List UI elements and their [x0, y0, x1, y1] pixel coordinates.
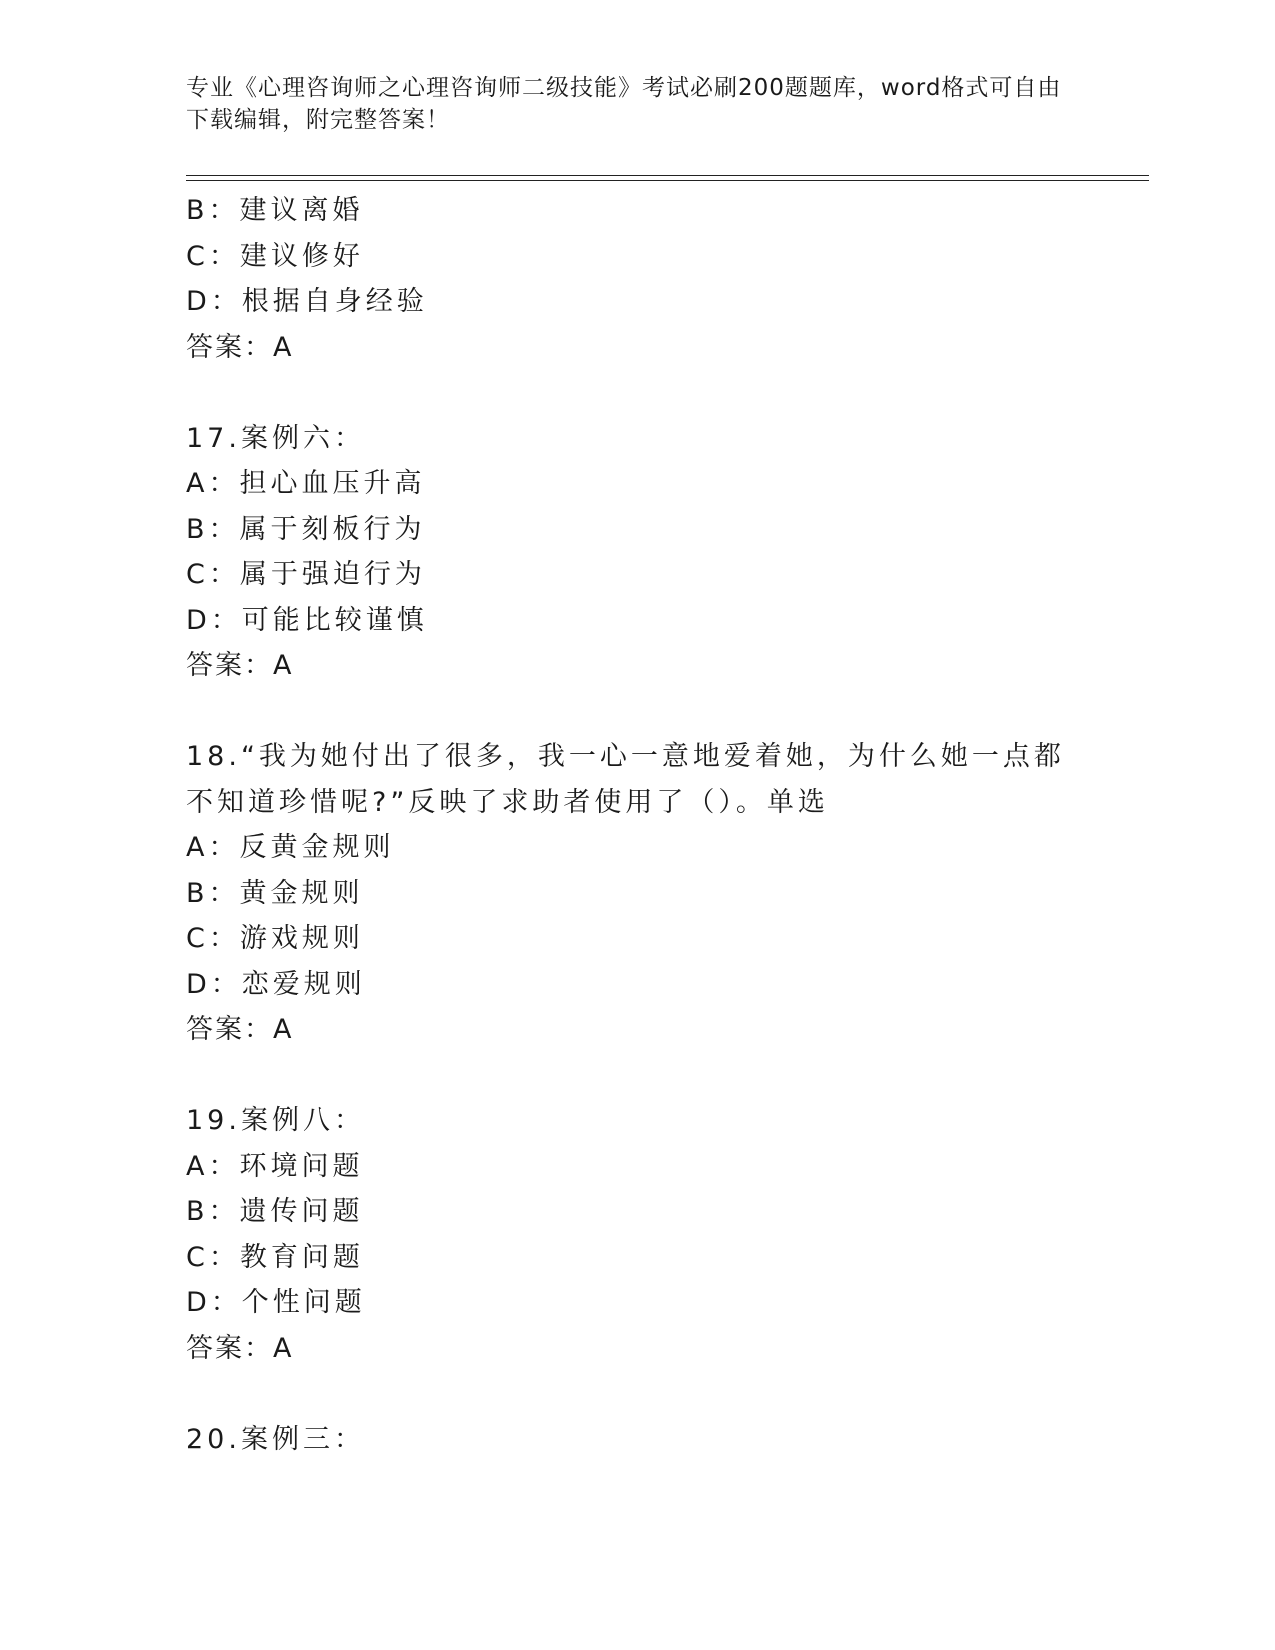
option-b: B：建议离婚	[186, 195, 364, 226]
option-d: D：个性问题	[186, 1287, 366, 1318]
option-c: C：教育问题	[186, 1241, 364, 1273]
option-c: C：建议修好	[186, 240, 364, 272]
question-19	[186, 1098, 1086, 1371]
answer-line: 答案：A	[186, 1332, 294, 1364]
question-title: 17.案例六：	[186, 422, 365, 454]
option-d: D：恋爱规则	[186, 968, 366, 1000]
option-d: D：可能比较谨慎	[186, 604, 428, 636]
question-title: 19.案例八：	[186, 1105, 365, 1136]
option-c: C：游戏规则	[186, 923, 364, 954]
question-17	[186, 416, 1086, 689]
document-body	[186, 188, 1086, 1462]
answer-line: 答案：A	[186, 331, 294, 363]
option-a: A：环境问题	[186, 1150, 364, 1182]
question-title: 20.案例三：	[186, 1423, 365, 1455]
header-divider	[186, 175, 1149, 181]
question-18	[186, 734, 1086, 1053]
answer-line: 答案：A	[186, 650, 294, 681]
question-title: 18.“我为她付出了很多，我一心一意地爱着她，为什么她一点都不知道珍惜呢?”反映了求助者使用了（）。单选	[186, 741, 1065, 818]
option-b: B：属于刻板行为	[186, 513, 426, 545]
option-c: C：属于强迫行为	[186, 559, 426, 590]
option-d: D：根据自身经验	[186, 286, 428, 317]
question-20	[186, 1417, 1086, 1463]
carryover-block	[186, 188, 1086, 370]
option-a: A：反黄金规则	[186, 832, 395, 863]
answer-line: 答案：A	[186, 1014, 294, 1045]
option-b: B：遗传问题	[186, 1196, 364, 1227]
option-a: A：担心血压升高	[186, 468, 426, 499]
document-header: 专业《心理咨询师之心理咨询师二级技能》考试必刷200题题库，word格式可自由下载编辑，附完整答案！	[186, 75, 1062, 133]
option-b: B：黄金规则	[186, 877, 364, 909]
